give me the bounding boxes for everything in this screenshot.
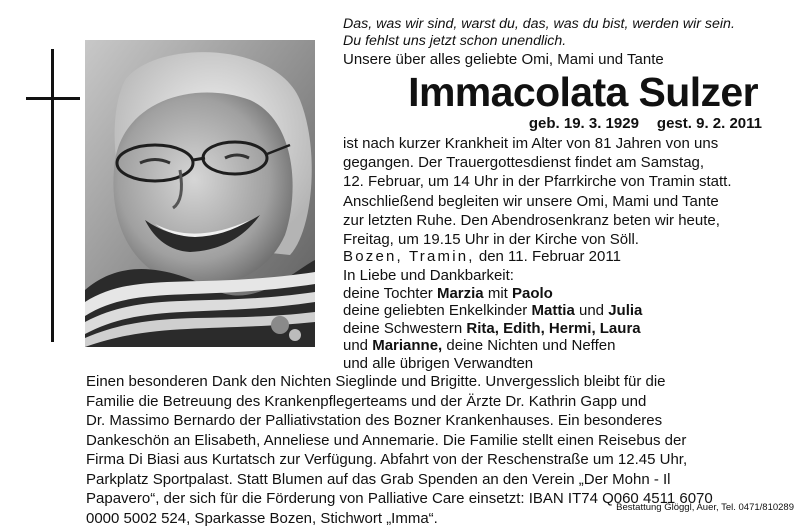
place-towns: Bozen, Tramin, (343, 248, 475, 265)
mourners-opening: In Liebe und Dankbarkeit: (343, 267, 642, 285)
announcement-line: Freitag, um 19.15 Uhr in der Kirche von Söll. (343, 230, 763, 249)
mourner-grandchildren: deine geliebten Enkelkinder Mattia und Julia (343, 302, 642, 320)
announcement-line: Anschließend begleiten wir unsere Omi, Mami und Tante (343, 192, 763, 211)
deceased-name: Immacolata Sulzer (0, 70, 758, 114)
mourners-list (343, 267, 642, 372)
birth-date: geb. 19. 3. 1929 (529, 115, 639, 132)
announcement-text (343, 134, 763, 249)
thanks-line: Papavero“, der sich für die Förderung von Palliative Care einsetzt: IBAN IT74 Q060 4511 6070 (86, 489, 766, 509)
announcement-line: zur letzten Ruhe. Den Abendrosenkranz beten wir heute, (343, 211, 763, 230)
place-and-date (343, 247, 621, 266)
death-date: gest. 9. 2. 2011 (657, 115, 762, 132)
announcement-line: ist nach kurzer Krankheit im Alter von 81 Jahren von uns (343, 134, 763, 153)
mourner-daughter: deine Tochter Marzia mit Paolo (343, 285, 642, 303)
mourner-sisters: deine Schwestern Rita, Edith, Hermi, Laura (343, 320, 642, 338)
funeral-home-credit: Bestattung Glöggl, Auer, Tel. 0471/810289 (616, 502, 794, 514)
motto-line: Das, was wir sind, warst du, das, was du bist, werden wir sein. (343, 16, 735, 33)
intro-line: Unsere über alles geliebte Omi, Mami und Tante (343, 50, 664, 69)
announcement-line: 12. Februar, um 14 Uhr in der Pfarrkirche von Tramin statt. (343, 172, 763, 191)
thanks-line: Dankeschön an Elisabeth, Anneliese und Annemarie. Die Familie stellt einen Reisebus der (86, 431, 766, 451)
mourners-closing: und alle übrigen Verwandten (343, 355, 642, 373)
thanks-line: Familie die Betreuung des Krankenpflegerteams und der Ärzte Dr. Kathrin Gapp und (86, 392, 766, 412)
memorial-motto (343, 16, 735, 50)
motto-line: Du fehlst uns jetzt schon unendlich. (343, 33, 735, 50)
announcement-line: gegangen. Der Trauergottesdienst findet am Samstag, (343, 153, 763, 172)
thanks-line: Parkplatz Sportpalast. Statt Blumen auf das Grab Spenden an den Verein „Der Mohn - Il (86, 470, 766, 490)
mourner-marianne: und Marianne, deine Nichten und Neffen (343, 337, 642, 355)
notice-date: den 11. Februar 2011 (479, 248, 621, 265)
thanks-line: Dr. Massimo Bernardo der Palliativstation des Bozner Krankenhauses. Ein besonderes (86, 411, 766, 431)
life-dates (0, 114, 762, 133)
thanks-line: Firma Di Biasi aus Kurtatsch zur Verfügung. Abfahrt von der Reschenstraße um 12.45 Uhr, (86, 450, 766, 470)
thanks-line: 0000 5002 524, Sparkasse Bozen, Stichwort „Imma“. (86, 509, 766, 528)
thanks-line: Einen besonderen Dank den Nichten Sieglinde und Brigitte. Unvergesslich bleibt für die (86, 372, 766, 392)
